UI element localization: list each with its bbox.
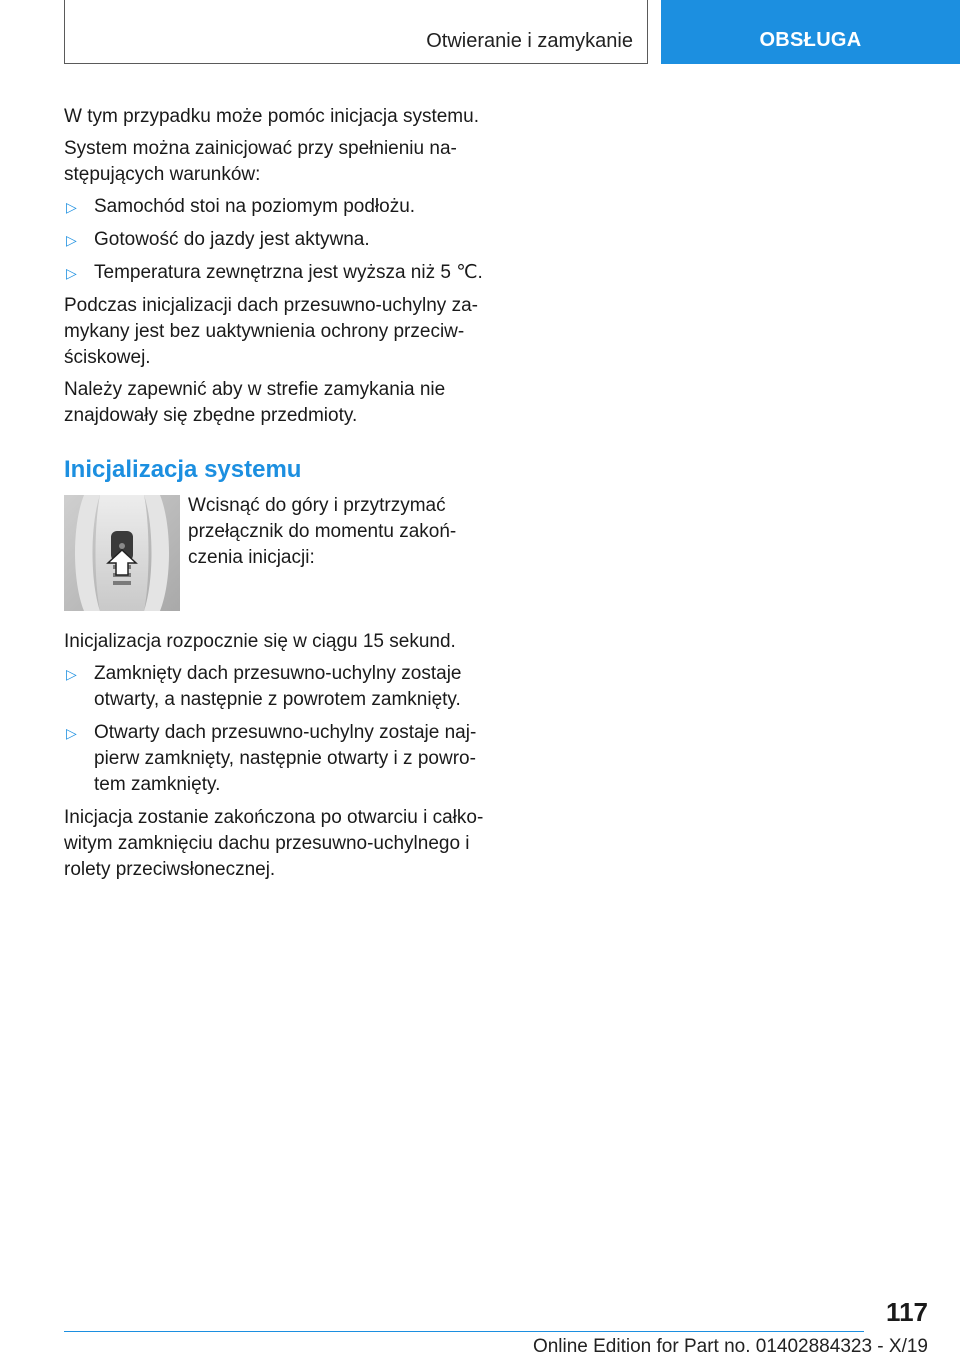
triangle-bullet-icon: ▷ <box>66 725 77 741</box>
chapter-tab[interactable] <box>661 0 960 64</box>
section-title: Otwieranie i zamykanie <box>426 30 633 52</box>
list-item <box>64 260 484 286</box>
main-content <box>64 104 484 889</box>
paragraph: Inicjalizacja rozpocznie się w ciągu 15 sekund. <box>64 631 456 652</box>
figure-row <box>64 493 484 611</box>
footer-divider <box>64 1331 864 1332</box>
list-item-text: Samochód stoi na poziomym podłożu. <box>94 196 416 217</box>
list-item <box>64 194 484 220</box>
page-number: 117 <box>886 1297 928 1327</box>
outcomes-list <box>64 661 484 798</box>
list-item-text: Gotowość do jazdy jest aktywna. <box>94 229 370 250</box>
triangle-bullet-icon: ▷ <box>66 265 77 281</box>
roof-switch-illustration <box>64 495 180 611</box>
list-item <box>64 661 484 713</box>
list-item-text: Temperatura zewnętrzna jest wyższa niż 5 ℃. <box>94 262 483 283</box>
edition-note: Online Edition for Part no. 01402884323 - X/19 <box>532 1336 928 1357</box>
triangle-bullet-icon: ▷ <box>66 666 77 682</box>
list-item <box>64 720 484 798</box>
section-heading: Inicjalizacja systemu <box>64 456 302 483</box>
triangle-bullet-icon: ▷ <box>66 199 77 215</box>
header-frame <box>64 0 648 64</box>
paragraph: Podczas inicjalizacji dach przesuwno-uchylny zamykany jest bez uaktywnienia ochrony przeciwściskowej. <box>64 295 478 368</box>
paragraph: Należy zapewnić aby w strefie zamykania nie znajdowały się zbędne przedmioty. <box>64 379 446 426</box>
paragraph: W tym przypadku może pomóc inicjacja systemu. <box>64 106 479 127</box>
list-item <box>64 227 484 253</box>
list-item-text: Otwarty dach przesuwno-uchylny zostaje najpierw zamknięty, następnie otwarty i z powrotem zamknięty. <box>94 722 477 795</box>
figure-caption: Wcisnąć do góry i przytrzymać przełącznik do momentu zakończenia inicjacji: <box>188 495 457 568</box>
paragraph: Inicjacja zostanie zakończona po otwarciu i całkowitym zamknięciu dachu przesuwno-uchylnego i rolety przeciwsłonecznej. <box>64 807 484 880</box>
triangle-bullet-icon: ▷ <box>66 232 77 248</box>
paragraph: System można zainicjować przy spełnieniu następujących warunków: <box>64 138 457 185</box>
list-item-text: Zamknięty dach przesuwno-uchylny zostaje otwarty, a następnie z powrotem zamknięty. <box>94 663 462 710</box>
conditions-list <box>64 194 484 286</box>
chapter-tab-label: OBSŁUGA <box>759 29 862 51</box>
